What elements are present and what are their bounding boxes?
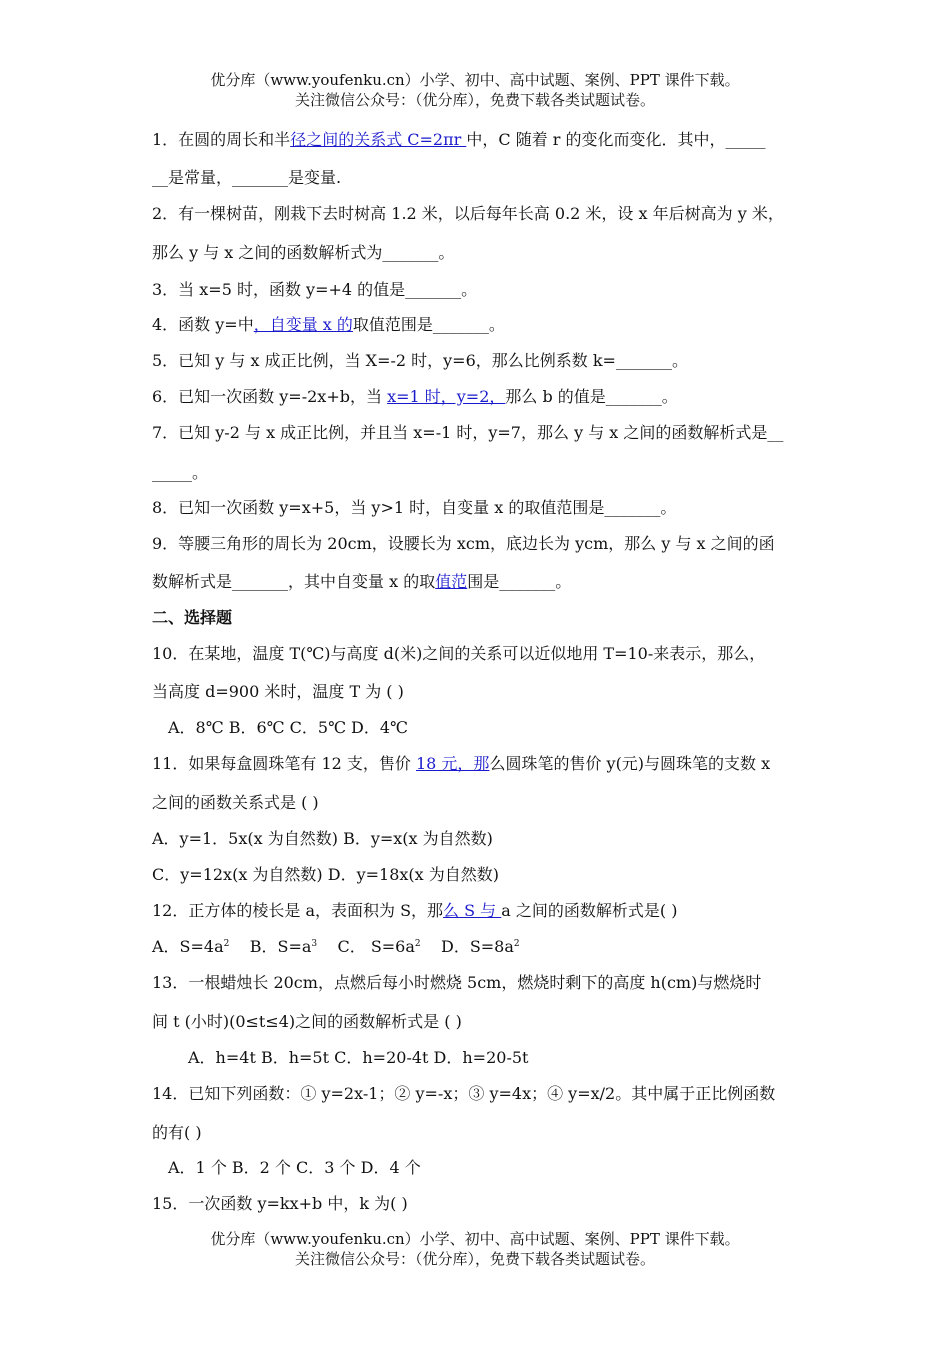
question-14-options: A．1 个 B．2 个 C．3 个 D．4 个: [168, 1158, 421, 1177]
q11-text: 11．如果每盒圆珠笔有 12 支，售价: [152, 754, 416, 773]
question-4: [152, 314, 505, 336]
question-10-line-1: 10．在某地，温度 T(℃)与高度 d(米)之间的关系可以近似地用 T=10-来表示，那么，: [152, 644, 766, 663]
question-9-line-2: [152, 571, 571, 593]
q4-text: 4．函数 y=中: [152, 315, 254, 334]
q6-text: 6．已知一次函数 y=-2x+b，当: [152, 387, 388, 406]
question-13-line-1: 13．一根蜡烛长 20cm，点燃后每小时燃烧 5cm，燃烧时剩下的高度 h(cm)与燃烧时: [152, 973, 762, 992]
question-14-line-1: 14．已知下列函数：① y=2x-1；② y=-x；③ y=4x；④ y=x/2。其中属于正比例函数: [152, 1084, 776, 1103]
question-10-line-2: 当高度 d=900 米时，温度 T 为 ( ): [152, 682, 404, 701]
q4-text-rest: 取值范围是_______。: [352, 315, 505, 334]
page-header-line-2: 关注微信公众号：（优分库），免费下载各类试题试卷。: [294, 91, 655, 109]
page-header-line-1: 优分库（www.youfenku.cn）小学、初中、高中试题、案例、PPT 课件下载。: [210, 71, 740, 89]
question-10-options: A．8℃ B．6℃ C．5℃ D．4℃: [168, 718, 408, 737]
question-9-line-1: 9．等腰三角形的周长为 20cm，设腰长为 xcm，底边长为 ycm，那么 y 与 x 之间的函: [152, 534, 775, 553]
question-1-line-1: [152, 129, 766, 151]
question-5: 5．已知 y 与 x 成正比例，当 X=-2 时，y=6，那么比例系数 k=_______。: [152, 351, 688, 370]
q12-option-a: A．S=4a: [152, 937, 224, 956]
question-12-options: [152, 936, 520, 958]
q1-link[interactable]: 径之间的关系式 C=2πr: [290, 130, 467, 149]
q12-exp-a: 2: [223, 939, 230, 949]
q12-text: 12．正方体的棱长是 a，表面积为 S，那: [152, 901, 444, 920]
question-1-line-2: __是常量，_______是变量.: [152, 168, 342, 187]
question-2-line-1: 2．有一棵树苗，刚栽下去时树高 1.2 米，以后每年长高 0.2 米，设 x 年后树高为 y 米，: [152, 204, 784, 223]
q6-link[interactable]: x=1 时，y=2，: [387, 387, 506, 406]
question-11-options-ab: A．y=1．5x(x 为自然数) B．y=x(x 为自然数): [152, 829, 493, 848]
q12-text-rest: a 之间的函数解析式是( ): [501, 901, 678, 920]
q12-exp-d: 2: [513, 939, 520, 949]
section-heading-choice: 二、选择题: [152, 608, 233, 627]
question-7-line-2: _____。: [152, 463, 209, 482]
question-2-line-2: 那么 y 与 x 之间的函数解析式为_______。: [152, 243, 455, 262]
page-footer-line-1: 优分库（www.youfenku.cn）小学、初中、高中试题、案例、PPT 课件下载。: [210, 1230, 740, 1248]
question-8: 8．已知一次函数 y=x+5，当 y>1 时，自变量 x 的取值范围是_______。: [152, 498, 677, 517]
question-7-line-1: 7．已知 y-2 与 x 成正比例，并且当 x=-1 时，y=7，那么 y 与 x 之间的函数解析式是__: [152, 423, 784, 442]
q12-exp-b: 3: [311, 939, 318, 949]
q12-option-d: D．S=8a: [440, 937, 514, 956]
q9-text-rest: 围是_______。: [467, 572, 572, 591]
question-13-options: A．h=4t B．h=5t C．h=20-4t D．h=20-5t: [188, 1048, 529, 1067]
q12-link[interactable]: 么 S 与: [443, 901, 502, 920]
page-footer-line-2: 关注微信公众号：（优分库），免费下载各类试题试卷。: [294, 1250, 655, 1268]
question-14-line-2: 的有( ): [152, 1123, 202, 1142]
q1-text-rest: 中，C 随着 r 的变化而变化．其中，_____: [466, 130, 766, 149]
q11-link[interactable]: 18 元，那: [415, 754, 490, 773]
question-12: [152, 900, 677, 922]
question-13-line-2: 间 t (小时)(0≤t≤4)之间的函数解析式是 ( ): [152, 1012, 462, 1031]
q6-text-rest: 那么 b 的值是_______。: [505, 387, 678, 406]
question-11-options-cd: C．y=12x(x 为自然数) D．y=18x(x 为自然数): [152, 865, 500, 884]
q4-link[interactable]: ，自变量 x 的: [253, 315, 353, 334]
question-3: 3．当 x=5 时，函数 y=+4 的值是_______。: [152, 280, 478, 299]
question-11-line-1: [152, 753, 770, 775]
question-15: 15．一次函数 y=kx+b 中，k 为( ): [152, 1194, 408, 1213]
question-11-line-2: 之间的函数关系式是 ( ): [152, 793, 319, 812]
q12-exp-c: 2: [414, 939, 421, 949]
question-6: [152, 386, 678, 408]
q9-link[interactable]: 值范: [435, 572, 468, 591]
q11-text-rest: 么圆珠笔的售价 y(元)与圆珠笔的支数 x: [489, 754, 771, 773]
q9-text: 数解析式是_______，其中自变量 x 的取: [152, 572, 436, 591]
q12-option-c: C． S=6a: [337, 937, 415, 956]
q12-option-b: B．S=a: [249, 937, 312, 956]
q1-text: 1．在圆的周长和半: [152, 130, 291, 149]
